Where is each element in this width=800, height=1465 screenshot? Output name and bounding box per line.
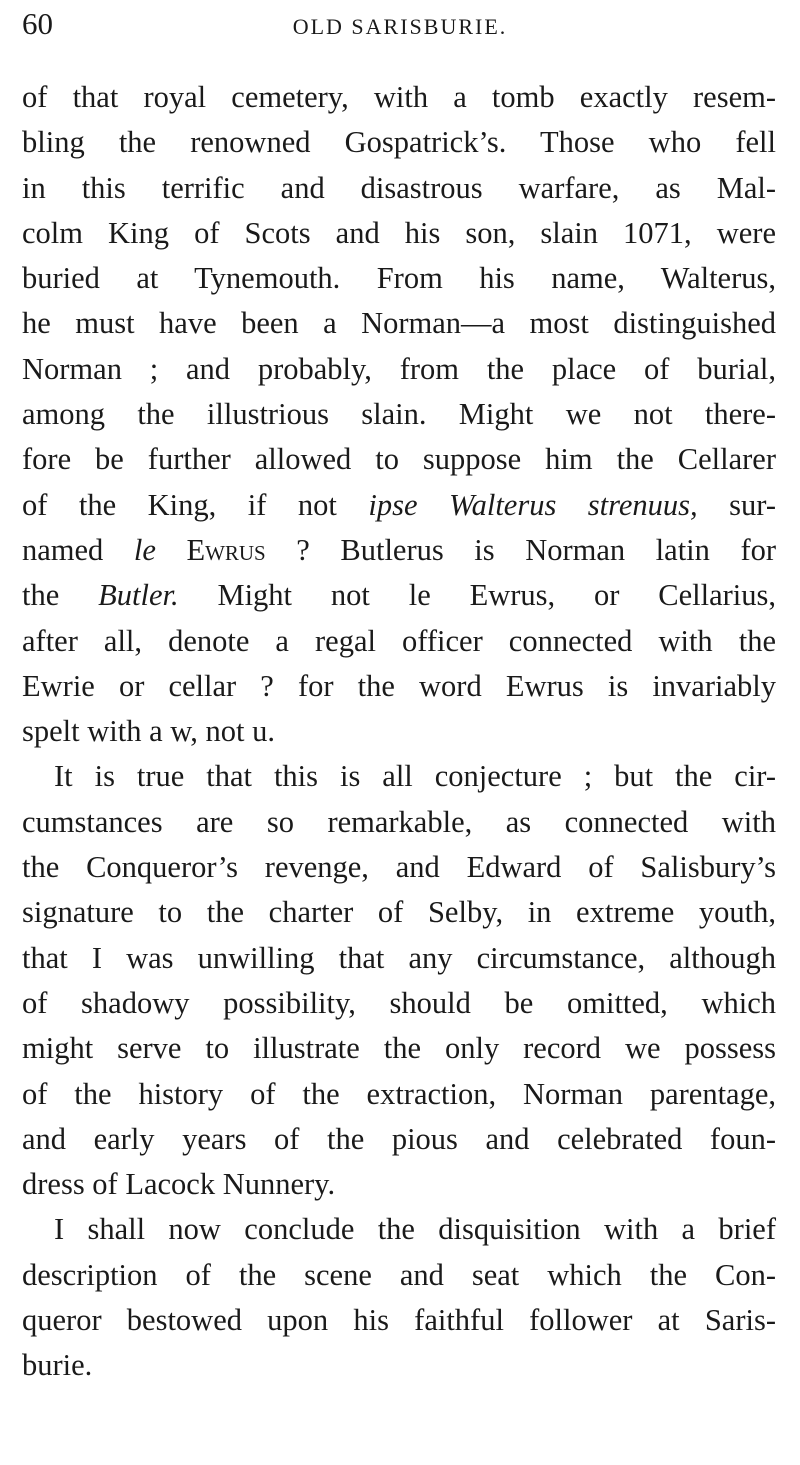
text-line	[22, 573, 776, 618]
text-line	[22, 75, 776, 120]
text-line	[22, 890, 776, 935]
text-line	[22, 347, 776, 392]
text-run: of shadowy possibility, should be omitted, which	[22, 985, 776, 1020]
text-line	[22, 1253, 776, 1298]
text-line	[22, 845, 776, 890]
text-run: the	[22, 578, 99, 613]
text-run: bling the renowned Gospatrick’s. Those who fell	[22, 125, 776, 160]
paragraph	[22, 1207, 776, 1388]
text-line	[22, 1072, 776, 1117]
text-line	[22, 166, 776, 211]
text-run: the Conqueror’s revenge, and Edward of Salisbury’s	[22, 850, 776, 885]
text-run: cumstances are so remarkable, as connected with	[22, 804, 776, 839]
text-run: description of the scene and seat which the Con-	[22, 1257, 776, 1292]
text-line	[22, 392, 776, 437]
text-line	[22, 120, 776, 165]
text-run: might serve to illustrate the only record we possess	[22, 1031, 776, 1066]
text-line	[22, 1117, 776, 1162]
text-run: he must have been a Norman—a most distinguished	[22, 306, 776, 341]
text-run: It is true that this is all conjecture ; but the cir-	[54, 759, 776, 794]
italic-text: le	[133, 532, 156, 567]
text-line	[22, 1207, 776, 1252]
text-run: in this terrific and disastrous warfare, as Mal-	[22, 170, 776, 205]
running-title: OLD SARISBURIE.	[292, 14, 508, 39]
text-run: among the illustrious slain. Might we not there-	[22, 397, 776, 432]
page-header	[22, 0, 778, 50]
text-run: dress of Lacock Nunnery.	[22, 1167, 336, 1202]
text-line	[22, 1343, 776, 1388]
text-line	[22, 1162, 776, 1207]
text-line	[22, 1026, 776, 1071]
text-run: that I was unwilling that any circumstance, although	[22, 940, 776, 975]
text-run: spelt with a w, not u.	[22, 714, 276, 749]
text-run: of the history of the extraction, Norman parentage,	[22, 1076, 776, 1111]
text-run: signature to the charter of Selby, in extreme youth,	[22, 895, 776, 930]
text-line	[22, 981, 776, 1026]
text-line	[22, 664, 776, 709]
text-line	[22, 528, 776, 573]
text-run: burie.	[22, 1348, 93, 1383]
text-line	[22, 301, 776, 346]
text-run: sur-	[697, 487, 776, 522]
text-run: buried at Tynemouth. From his name, Walterus,	[22, 261, 776, 296]
text-line	[22, 619, 776, 664]
text-run: fore be further allowed to suppose him the Cellarer	[22, 442, 776, 477]
text-run: Norman ; and probably, from the place of burial,	[22, 351, 776, 386]
text-run: of that royal cemetery, with a tomb exactly resem-	[22, 80, 776, 114]
text-run: of the King, if not	[22, 487, 369, 522]
text-run: queror bestowed upon his faithful follower at Saris-	[22, 1303, 776, 1338]
text-line	[22, 936, 776, 981]
text-run: Ewrie or cellar ? for the word Ewrus is invariably	[22, 668, 776, 703]
page-number: 60	[22, 6, 53, 41]
paragraph	[22, 754, 776, 1207]
text-run: colm King of Scots and his son, slain 1071, were	[22, 215, 776, 250]
small-caps-text: Ewrus	[186, 532, 266, 567]
text-run: named	[22, 532, 134, 567]
text-run: I shall now conclude the disquisition with a brief	[54, 1212, 776, 1247]
text-run: Might not le Ewrus, or Cellarius,	[178, 578, 776, 613]
text-run: and early years of the pious and celebrated foun-	[22, 1121, 776, 1156]
text-line	[22, 754, 776, 799]
body-text	[22, 75, 776, 1389]
text-run	[156, 533, 187, 567]
text-run: ? Butlerus is Norman latin for	[265, 532, 777, 567]
text-line	[22, 800, 776, 845]
text-run: after all, denote a regal officer connected with the	[22, 623, 776, 658]
italic-text: Butler.	[98, 578, 179, 613]
text-line	[22, 709, 776, 754]
text-line	[22, 256, 776, 301]
text-line	[22, 211, 776, 256]
text-line	[22, 437, 776, 482]
italic-text: ipse Walterus strenuus,	[368, 487, 698, 522]
text-line	[22, 1298, 776, 1343]
text-line	[22, 483, 776, 528]
paragraph	[22, 75, 776, 754]
